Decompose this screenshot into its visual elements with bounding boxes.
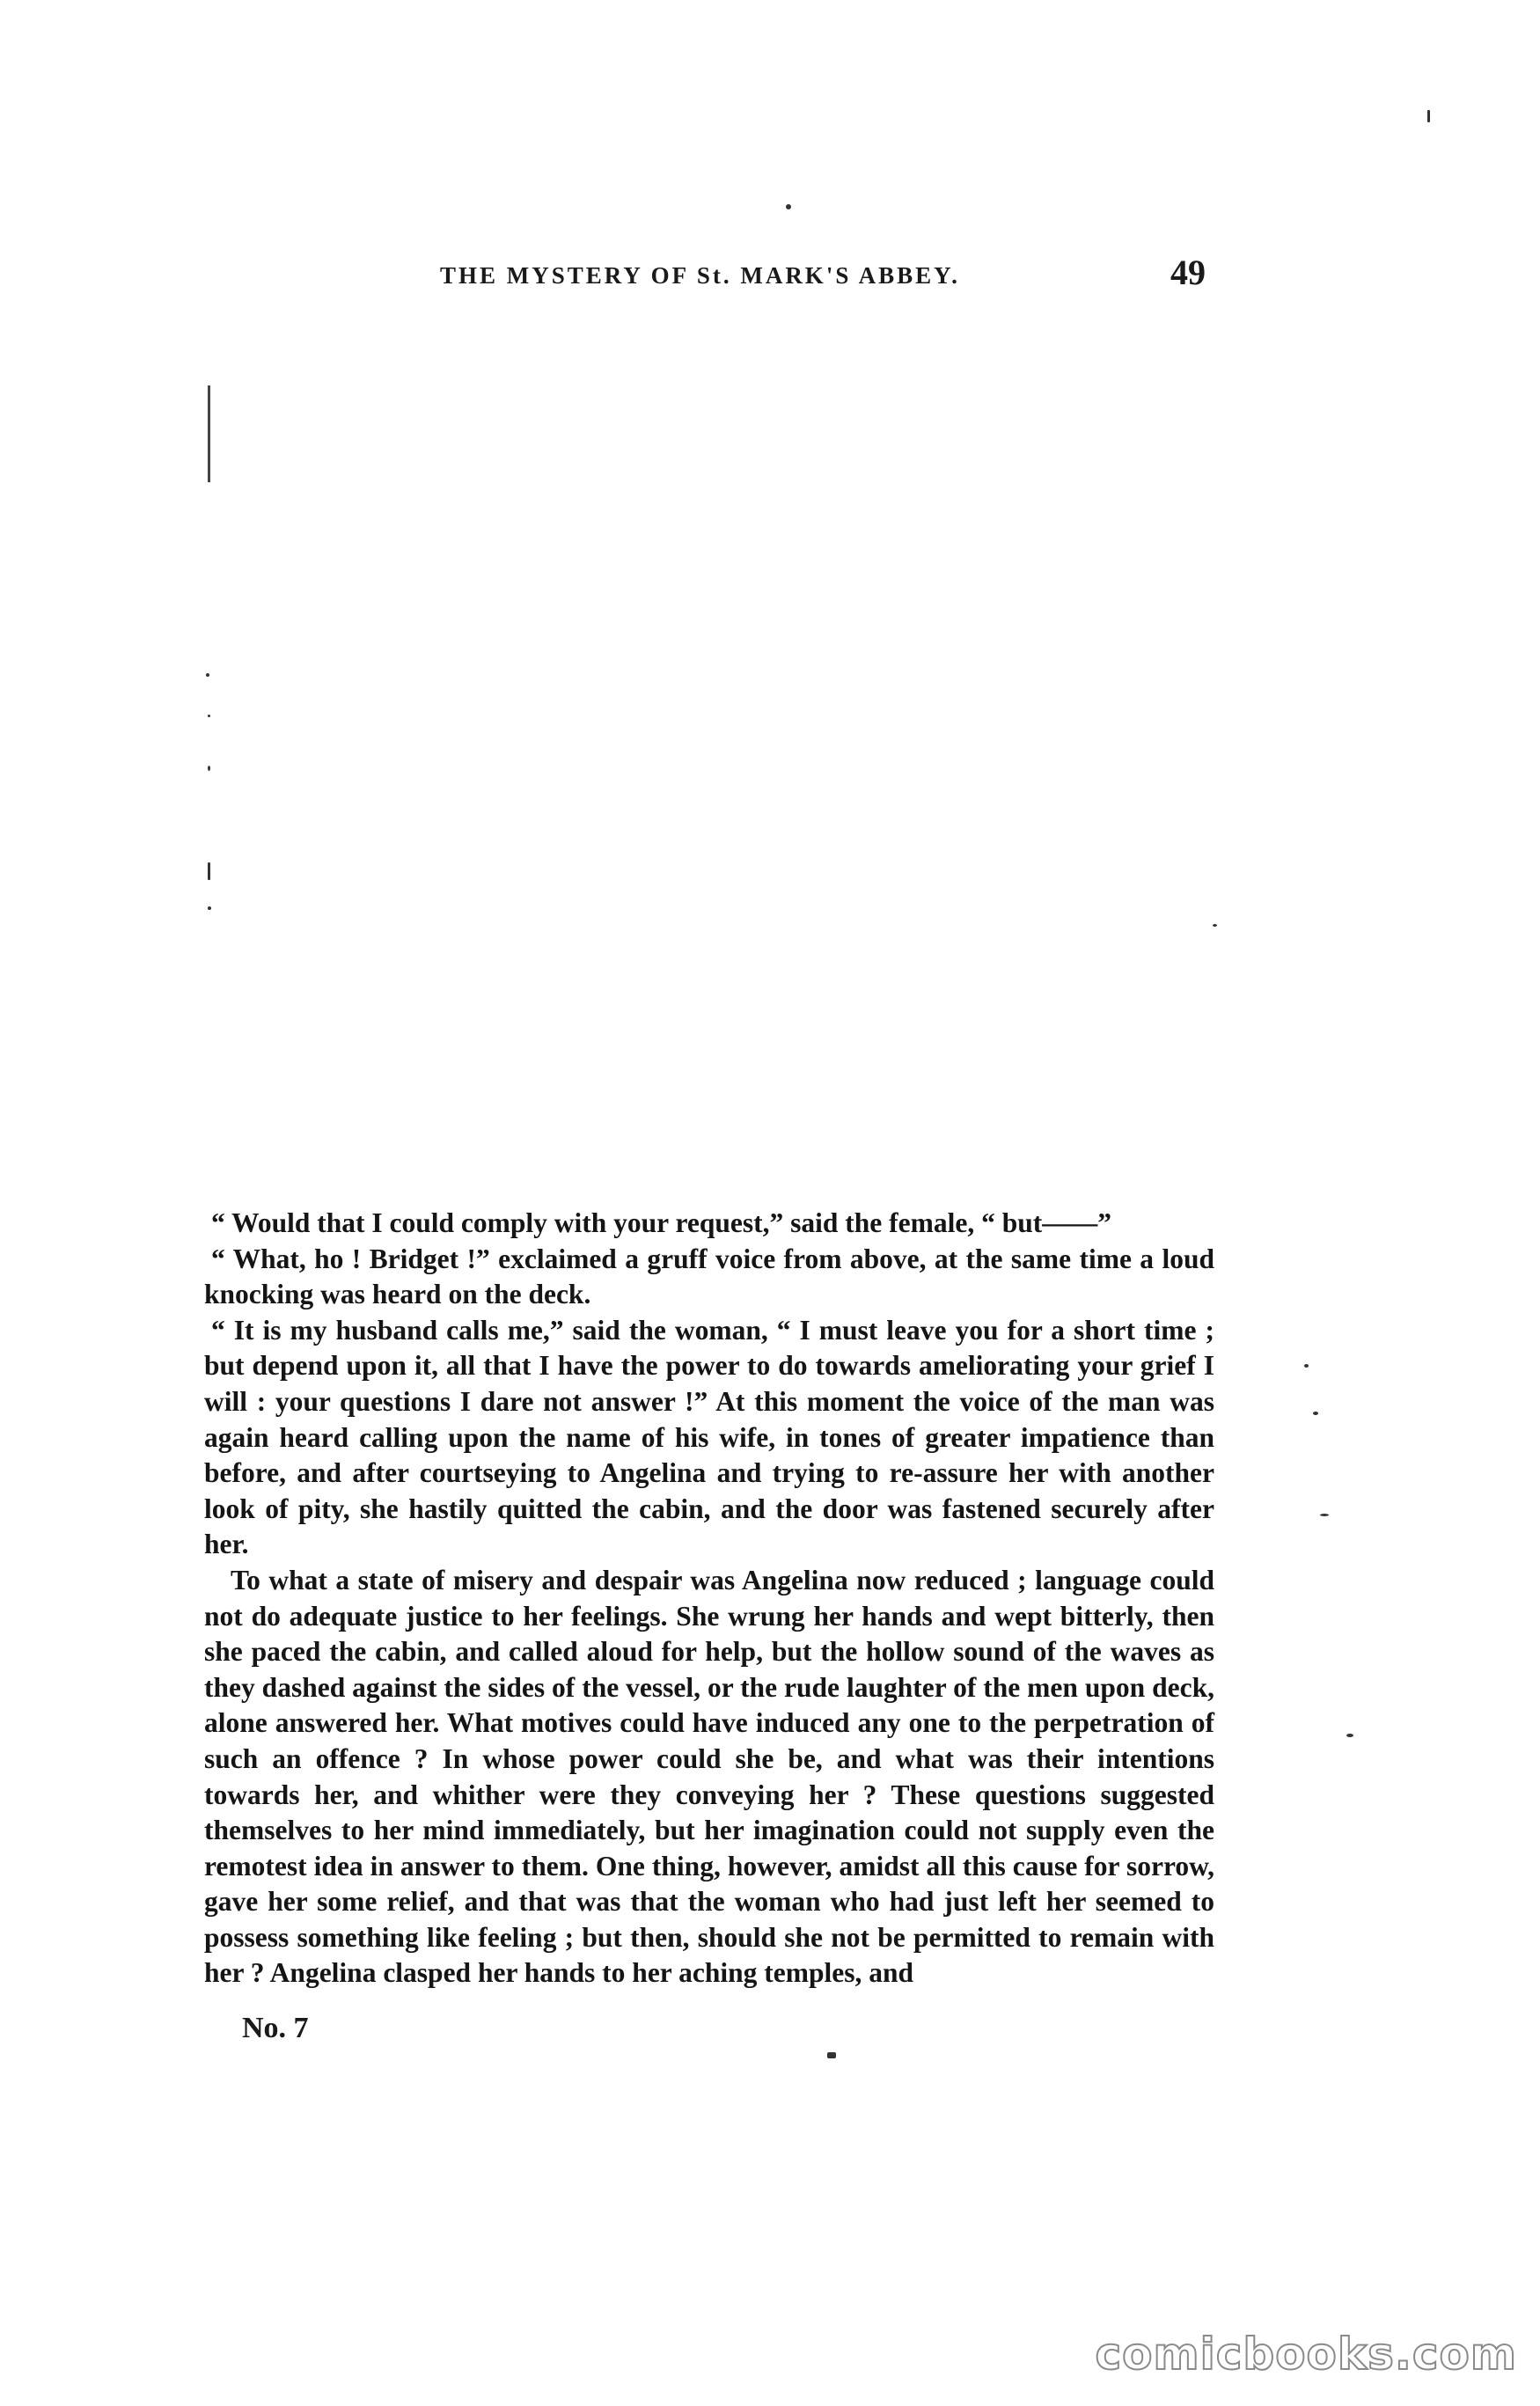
scan-speck	[208, 906, 211, 910]
running-title: THE MYSTERY OF St. MARK'S ABBEY.	[440, 262, 960, 289]
paragraph: “ It is my husband calls me,” said the woman, “ I must leave you for a short time ; but depend upon it, all that I have the power to do towards ameliorating your grief I will : your questions I dare not answer !” At this moment the voice of the man was again heard calling upon the name of his wife, in tones of greater impatience than before, and after courtseying to Angelina and trying to re-assure her with another look of pity, she hastily quitted the cabin, and the door was fastened securely after her.	[204, 1314, 1214, 1560]
body-text	[204, 1206, 1214, 1992]
scan-speck	[1304, 1364, 1309, 1368]
scan-speck	[1320, 1514, 1329, 1516]
scan-speck	[1346, 1734, 1353, 1737]
paragraph: To what a state of misery and despair was Angelina now reduced ; language could not do adequate justice to her feelings. She wrung her hands and wept bitterly, then she paced the cabin, and called aloud for help, but the hollow sound of the waves as they dashed against the sides of the vessel, or the rude laughter of the men upon deck, alone answered her. What motives could have induced any one to the perpetration of such an offence ? In whose power could she be, and what was their intentions towards her, and whither were they conveying her ? These questions suggested themselves to her mind immediately, but her imagination could not supply even the remotest idea in answer to them. One thing, however, amidst all this cause for sorrow, gave her some relief, and that was that the woman who had just left her seemed to possess something like feeling ; but then, should she not be permitted to remain with her ? Angelina clasped her hands to her aching temples, and	[204, 1564, 1214, 1989]
page-number: 49	[1170, 253, 1206, 292]
scan-speck	[208, 766, 210, 771]
scan-speck	[206, 673, 209, 677]
signature-mark: No. 7	[242, 2012, 309, 2044]
scan-speck	[1427, 110, 1430, 122]
paragraph: “ Would that I could comply with your request,” said the female, “ but——”	[211, 1207, 1111, 1238]
scan-speck	[208, 862, 210, 880]
scan-mark	[208, 385, 210, 482]
watermark: comicbooks.com	[1095, 2329, 1517, 2380]
scan-speck	[827, 2052, 836, 2058]
scan-speck	[208, 715, 210, 717]
scan-speck	[1213, 924, 1217, 927]
scan-speck	[786, 204, 791, 209]
page-header	[440, 252, 1206, 304]
paragraph: “ What, ho ! Bridget !” exclaimed a gruff voice from above, at the same time a loud knocking was heard on the deck.	[204, 1243, 1214, 1310]
scan-speck	[1313, 1412, 1318, 1415]
